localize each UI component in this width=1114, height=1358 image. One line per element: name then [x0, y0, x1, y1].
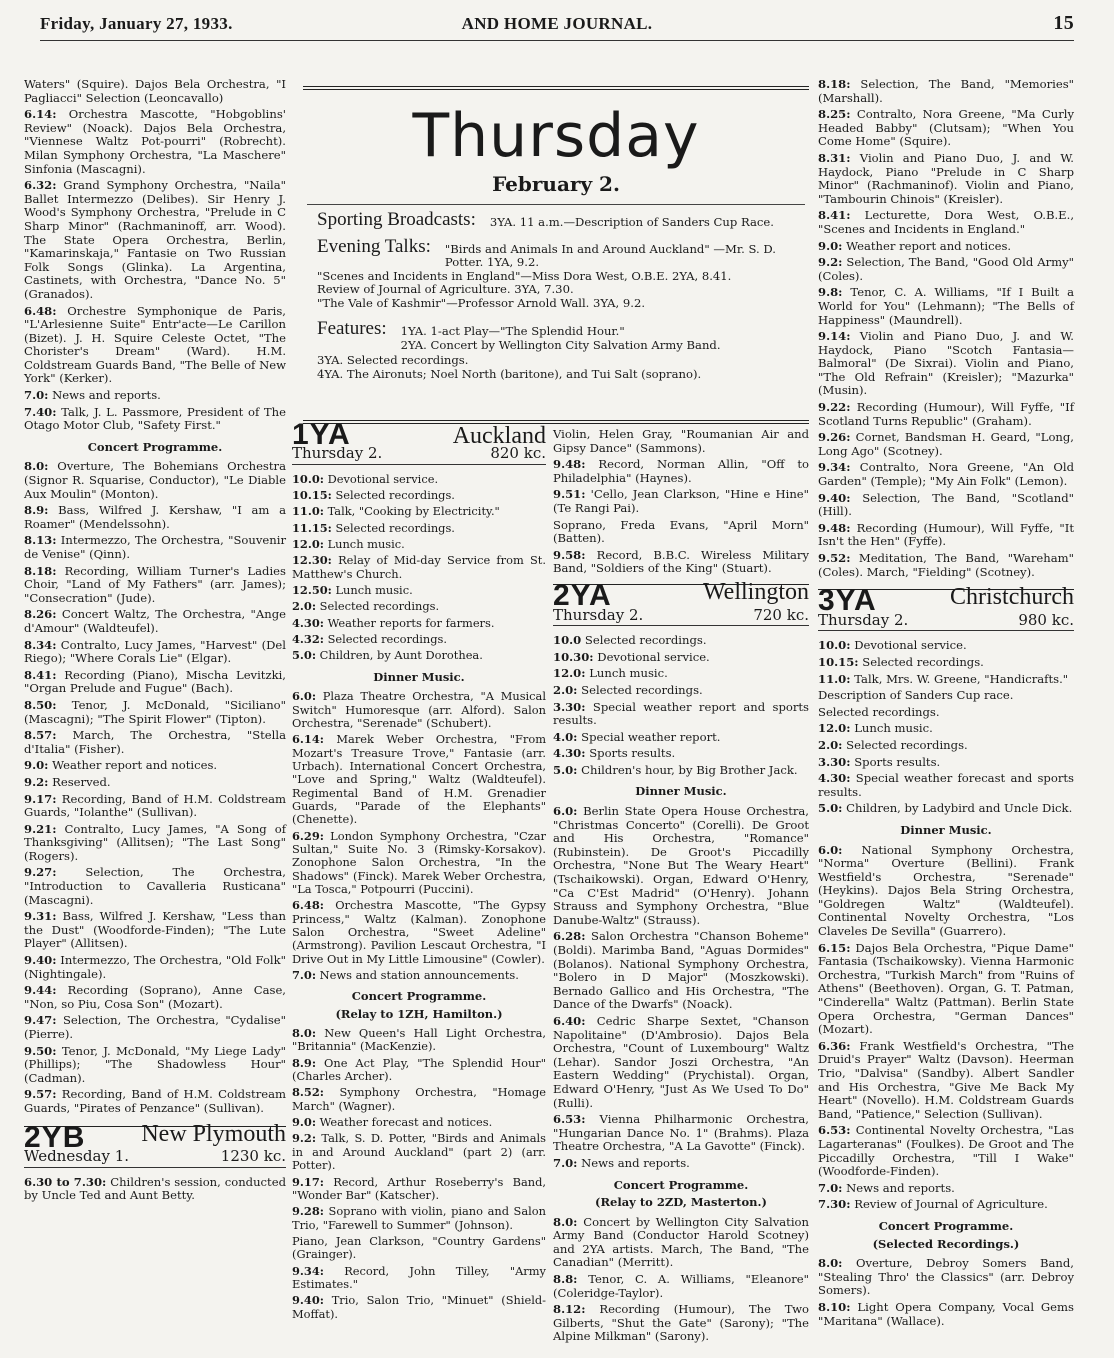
section-heading: Concert Programme.: [613, 1177, 749, 1192]
column-2: [292, 418, 546, 1324]
station-city: Christchurch: [950, 584, 1074, 611]
evening-talk-2: "Scenes and Incidents in England"—Miss Dora West, O.B.E. 2YA, 8.41.: [317, 268, 732, 283]
programme-item: 7.0: News and reports.: [818, 1180, 955, 1195]
section-heading: Dinner Music.: [900, 822, 992, 837]
programme-item: 8.41: Recording (Piano), Mischa Levitzki, "Organ Prelude and Fugue" (Bach).: [24, 667, 286, 696]
column-4: [818, 78, 1074, 1331]
programme-item: 6.0: Plaza Theatre Orchestra, "A Musical Switch" Humoresque (arr. Alford). Salon Orchestra, "Serenade" (Schubert).: [292, 689, 546, 730]
programme-item: 9.34: Contralto, Nora Greene, "An Old Garden" (Temple); "My Ain Folk" (Lemon).: [818, 460, 1074, 489]
feature-4: 4YA. The Aironuts; Noel North (baritone), and Tui Salt (soprano).: [317, 366, 702, 381]
programme-item: 9.58: Record, B.B.C. Wireless Military Band, "Soldiers of the King" (Stuart).: [553, 547, 809, 576]
programme-item: 10.15: Selected recordings.: [818, 654, 984, 669]
section-subheading: (Relay to 1ZH, Hamilton.): [335, 1006, 503, 1021]
programme-item: 6.53: Continental Novelty Orchestra, "Las Lagarteranas" (Foulkes). De Groot and The Piccadilly Orchestra, "Till I Wake" (Woodforde-Finden).: [818, 1123, 1074, 1179]
programme-item: 8.52: Symphony Orchestra, "Homage March" (Wagner).: [292, 1085, 546, 1113]
programme-item: 6.53: Vienna Philharmonic Orchestra, "Hungarian Dance No. 1" (Brahms). Plaza Theatre Orchestra, "A La Gavotte" (Finck).: [553, 1112, 809, 1154]
programme-item: 8.25: Contralto, Nora Greene, "Ma Curly Headed Babby" (Clutsam); "When You Come Home" (Squire).: [818, 107, 1074, 149]
programme-item: 9.52: Meditation, The Band, "Wareham" (Coles). March, "Fielding" (Scotney).: [818, 551, 1074, 579]
programme-item: 9.2: Selection, The Band, "Good Old Army" (Coles).: [818, 255, 1074, 283]
programme-item: 8.0: Concert by Wellington City Salvation Army Band (Conductor Harold Scotney) and 2YA artists. March, The Band, "The Canadian" (Merritt).: [553, 1214, 809, 1270]
programme-item: 9.34: Record, John Tilley, "Army Estimates.": [292, 1263, 546, 1291]
programme-item: 2.0: Selected recordings.: [818, 737, 968, 752]
station-day: Thursday 2.: [292, 444, 383, 463]
programme-item: 6.14: Marek Weber Orchestra, "From Mozart's Treasure Trove," Fantasie (arr. Urbach). International Concert Orchestra, "Love and Spring," Waltz (Waldteufel). Regimental Band of H.M. Grenadier Guards, "Parade of the Elephants" (Chenette).: [292, 732, 546, 827]
programme-item: 12.30: Relay of Mid-day Service from St. Matthew's Church.: [292, 553, 546, 581]
evening-talk-1: "Birds and Animals In and Around Auckland" —Mr. S. D. Potter. 1YA, 9.2.: [444, 241, 776, 269]
programme-item: 5.0: Children, by Aunt Dorothea.: [292, 648, 483, 663]
programme-item: 9.44: Recording (Soprano), Anne Case, "Non, so Piu, Cosa Son" (Mozart).: [24, 983, 286, 1011]
programme-item: 7.30: Review of Journal of Agriculture.: [818, 1197, 1048, 1212]
programme-item: 8.8: Tenor, C. A. Williams, "Eleanore" (Coleridge-Taylor).: [553, 1272, 809, 1300]
programme-item: 6.15: Dajos Bela Orchestra, "Pique Dame" Fantasia (Tschaikowsky). Vienna Harmonic Orchestra, "Turkish March" from "Ruins of Athens" (Beethoven). Organ, G. T. Patman, "Cinderella" Waltz (Pattman). Berlin State Opera Orchestra, "German Dances" (Mozart).: [818, 940, 1074, 1037]
programme-item: 7.0: News and station announcements.: [292, 968, 519, 983]
station-1ya: [292, 418, 546, 465]
programme-item: 2.0: Selected recordings.: [292, 599, 440, 614]
page-header: [40, 8, 1074, 41]
feature-3: 3YA. Selected recordings.: [317, 353, 469, 367]
programme-item: 3.30: Sports results.: [818, 754, 941, 769]
day-header-box: [303, 86, 809, 424]
programme-item: 9.21: Contralto, Lucy James, "A Song of Thanksgiving" (Allitsen); "The Last Song" (Rogers).: [24, 821, 286, 863]
programme-item: 9.0: Weather forecast and notices.: [292, 1115, 493, 1130]
programme-item: 9.27: Selection, The Orchestra, "Introduction to Cavalleria Rusticana" (Mascagni).: [24, 865, 286, 907]
section-heading: Concert Programme.: [87, 439, 223, 454]
programme-item: 11.15: Selected recordings.: [292, 520, 455, 535]
programme-item: 6.48: Orchestre Symphonique de Paris, "L'Arlesienne Suite" Entr'acte—Le Carillon (Bizet). J. H. Squire Celeste Octet, "The Chorister's Dream" (Ward). H.M. Coldstream Guards Band, "The Belle of New York" (Kerker).: [24, 303, 286, 386]
programme-item: 9.0: Weather report and notices.: [24, 758, 218, 773]
programme-item: 4.30: Sports results.: [553, 746, 676, 761]
programme-item: 10.0 Selected recordings.: [553, 633, 707, 648]
programme-item: 9.17: Record, Arthur Roseberry's Band, "Wonder Bar" (Katscher).: [292, 1174, 546, 1202]
programme-item: 12.0: Lunch music.: [292, 537, 405, 552]
evening-talk-3: Review of Journal of Agriculture. 3YA, 7.30.: [317, 282, 574, 296]
programme-item: 4.0: Special weather report.: [553, 729, 721, 744]
programme-item: 2.0: Selected recordings.: [553, 682, 703, 697]
programme-item: 9.40: Intermezzo, The Orchestra, "Old Folk" (Nightingale).: [24, 953, 286, 981]
programme-item: 8.12: Recording (Humour), The Two Gilberts, "Shut the Gate" (Sarony); "The Alpine Milkman" (Sarony).: [553, 1302, 809, 1344]
programme-item: 9.31: Bass, Wilfred J. Kershaw, "Less than the Dust" (Woodforde-Finden); "The Lute Player" (Allitsen).: [24, 909, 286, 951]
programme-item: 9.47: Selection, The Orchestra, "Cydalise" (Pierre).: [24, 1013, 286, 1041]
programme-item: 10.30: Devotional service.: [553, 649, 710, 664]
programme-item: 6.36: Frank Westfield's Orchestra, "The Druid's Prayer" Waltz (Davson). Heerman Trio, "Dalvisa" (Sandby). Albert Sandler and His Orchestra, "Give Me Back My Heart" (Novello). H.M. Coldstream Guards Band, "Patience," Selection (Sullivan).: [818, 1038, 1074, 1121]
programme-item: Description of Sanders Cup race.: [818, 688, 1014, 703]
station-frequency: 720 kc.: [753, 605, 809, 624]
programme-item: 6.40: Cedric Sharpe Sextet, "Chanson Napolitaine" (D'Ambrosio). Dajos Bela Orchestra, "Count of Luxembourg" Waltz (Lehar). Sandor Joszi Orchestra, "An Eastern Wedding" (Prychistal). Organ, Edward O'Henry, "Just As We Used To Do" (Rulli).: [553, 1013, 809, 1110]
station-frequency: 980 kc.: [1018, 610, 1074, 629]
programme-item: 8.10: Light Opera Company, Vocal Gems "Maritana" (Wallace).: [818, 1299, 1074, 1328]
programme-item: 8.0: Overture, The Bohemians Orchestra (Signor R. Squarise, Conductor), "Le Diable Aux Moulin" (Monton).: [24, 459, 286, 501]
programme-item: 10.0: Devotional service.: [292, 471, 439, 486]
programme-item: 5.0: Children's hour, by Big Brother Jack.: [553, 762, 798, 777]
programme-item: 5.0: Children, by Ladybird and Uncle Dick.: [818, 801, 1073, 816]
programme-item: 6.0: National Symphony Orchestra, "Norma" Overture (Bellini). Frank Westfield's Orchestra, "Serenade" (Heykins). Dajos Bela String Orchestra, "Goldregen Waltz" (Waldteufel). Continental Novelty Orchestra, "Los Claveles De Sevilla" (Guarrero).: [818, 842, 1074, 939]
programme-item: Violin, Helen Gray, "Roumanian Air and Gipsy Dance" (Sammons).: [553, 427, 809, 455]
programme-item: 9.40: Trio, Salon Trio, "Minuet" (Shield-Moffat).: [292, 1293, 546, 1321]
programme-item: Waters" (Squire). Dajos Bela Orchestra, "I Pagliacci" Selection (Leoncavallo): [24, 77, 286, 105]
programme-item: 6.0: Berlin State Opera House Orchestra, "Christmas Concerto" (Corelli). De Groot and His Orchestra, "Romance" (Rubinstein). De Groot's Piccadilly Orchestra, "None But The Weary Heart" (Tschaikowski). Organ, Edward O'Henry, "Ca C'Est Madrid" (O'Henry). Johann Strauss and Symphony Orchestra, "Blue Danube-Waltz" (Strauss).: [553, 804, 809, 927]
programme-item: 9.48: Record, Norman Allin, "Off to Philadelphia" (Haynes).: [553, 457, 809, 485]
station-code: 2YA: [553, 578, 612, 612]
programme-item: 9.17: Recording, Band of H.M. Coldstream Guards, "Iolanthe" (Sullivan).: [24, 791, 286, 820]
programme-item: 12.50: Lunch music.: [292, 583, 413, 598]
station-day: Wednesday 1.: [24, 1147, 130, 1166]
programme-item: 6.32: Grand Symphony Orchestra, "Naila" Ballet Intermezzo (Delibes). Sir Henry J. Wood's Symphony Orchestra, "Prelude in C Sharp Minor" (Rachmaninoff, arr. Wood). The State Opera Orchestra, Berlin, "Kamarinskaja," Fantasie on Two Russian Folk Songs (Glinka). La Argentina, Castinets, with Orchestra, "Dance No. 5" (Granados).: [24, 178, 286, 301]
station-2yb: [24, 1120, 286, 1168]
programme-item: 9.26: Cornet, Bandsman H. Geard, "Long, Long Ago" (Scotney).: [818, 430, 1074, 458]
programme-item: 10.15: Selected recordings.: [292, 488, 455, 503]
programme-item: 6.48: Orchestra Mascotte, "The Gypsy Princess," Waltz (Kalman). Zonophone Salon Orchestra, "Sweet Adeline" (Armstrong). Pavilion Lescaut Orchestra, "I Drive Out in My Little Limousine" (Cowler).: [292, 898, 546, 966]
programme-item: 10.0: Devotional service.: [818, 638, 967, 653]
programme-item: 8.41: Lecturette, Dora West, O.B.E., "Scenes and Incidents in England.": [818, 208, 1074, 236]
programme-item: 9.50: Tenor, J. McDonald, "My Liege Lady" (Phillips); "The Shadowless Hour" (Cadman).: [24, 1043, 286, 1085]
station-code: 3YA: [818, 584, 877, 618]
programme-item: 7.40: Talk, J. L. Passmore, President of The Otago Motor Club, "Safety First.": [24, 404, 286, 433]
programme-item: 9.57: Recording, Band of H.M. Coldstream Guards, "Pirates of Penzance" (Sullivan).: [24, 1087, 286, 1115]
programme-item: 8.34: Contralto, Lucy James, "Harvest" (Del Riego); "Where Corals Lie" (Elgar).: [24, 637, 286, 666]
features-label: Features:: [317, 318, 387, 339]
programme-item: 7.0: News and reports.: [553, 1155, 690, 1170]
programme-item: 6.29: London Symphony Orchestra, "Czar Sultan," Suite No. 3 (Rimsky-Korsakov). Zonophone Salon Orchestra, "In the Shadows" (Finck). Marek Weber Orchestra, "La Tosca," Potpourri (Puccini).: [292, 828, 546, 896]
programme-item: 9.48: Recording (Humour), Will Fyffe, "It Isn't the Hen" (Fyffe).: [818, 520, 1074, 549]
programme-item: 8.9: Bass, Wilfred J. Kershaw, "I am a Roamer" (Mendelssohn).: [24, 503, 286, 531]
programme-item: 3.30: Special weather report and sports results.: [553, 699, 809, 728]
programme-item: 8.57: March, The Orchestra, "Stella d'Italia" (Fisher).: [24, 728, 286, 756]
station-code: 2YB: [24, 1120, 86, 1154]
programme-item: 9.40: Selection, The Band, "Scotland" (Hill).: [818, 490, 1074, 519]
section-subheading: (Relay to 2ZD, Masterton.): [595, 1195, 767, 1210]
programme-item: 11.0: Talk, "Cooking by Electricity.": [292, 504, 500, 519]
header-title: AND HOME JOURNAL.: [461, 14, 653, 33]
station-city: Auckland: [452, 423, 546, 449]
programme-item: 6.28: Salon Orchestra "Chanson Boheme" (Boldi). Marimba Band, "Aguas Dormides" (Bolanos). National Symphony Orchestra, "Bolero in D Major" (Moszkowski). Bernado Gallico and His Orchestra, "The Dance of the Dwarfs" (Noack).: [553, 929, 809, 1012]
programme-item: 8.0: Overture, Debroy Somers Band, "Stealing Thro' the Classics" (arr. Debroy Somers).: [818, 1256, 1074, 1298]
programme-item: 8.18: Selection, The Band, "Memories" (Marshall).: [818, 77, 1074, 105]
programme-item: 11.0: Talk, Mrs. W. Greene, "Handicrafts.": [818, 671, 1069, 686]
programme-item: Piano, Jean Clarkson, "Country Gardens" (Grainger).: [292, 1233, 546, 1262]
feature-2: 2YA. Concert by Wellington City Salvation Army Band.: [400, 337, 721, 352]
section-heading: Dinner Music.: [635, 784, 727, 799]
programme-item: 12.0: Lunch music.: [553, 666, 668, 681]
programme-item: 6.14: Orchestra Mascotte, "Hobgoblins' Review" (Noack). Dajos Bela Orchestra, "Viennese Waltz Pot-pourri" (Robrecht). Milan Symphony Orchestra, "La Maschere" Sinfonia (Mascagni).: [24, 107, 286, 176]
programme-item: 9.22: Recording (Humour), Will Fyffe, "If Scotland Turns Republic" (Graham).: [818, 400, 1074, 428]
section-heading: Concert Programme.: [878, 1218, 1014, 1233]
programme-item: Soprano, Freda Evans, "April Morn" (Batten).: [553, 517, 809, 546]
station-day: Thursday 2.: [818, 610, 909, 629]
programme-item: 8.9: One Act Play, "The Splendid Hour" (Charles Archer).: [292, 1055, 546, 1084]
evening-talk-4: "The Vale of Kashmir"—Professor Arnold Wall. 3YA, 9.2.: [317, 295, 646, 310]
station-2ya: [553, 578, 809, 626]
section-subheading: (Selected Recordings.): [872, 1236, 1020, 1251]
station-frequency: 820 kc.: [490, 444, 546, 463]
programme-item: Selected recordings.: [818, 704, 940, 719]
day-title: Thursday: [412, 101, 700, 171]
programme-item: 4.32: Selected recordings.: [292, 632, 448, 647]
column-3: [553, 428, 809, 1347]
station-city: Wellington: [702, 578, 809, 605]
programme-item: 9.28: Soprano with violin, piano and Salon Trio, "Farewell to Summer" (Johnson).: [292, 1204, 546, 1232]
programme-item: 4.30: Weather reports for farmers.: [292, 615, 495, 630]
programme-item: 12.0: Lunch music.: [818, 721, 933, 736]
programme-item: 7.0: News and reports.: [24, 388, 161, 403]
programme-item: 9.8: Tenor, C. A. Williams, "If I Built a World for You" (Lehmann); "The Bells of Happiness" (Maundrell).: [818, 285, 1074, 327]
station-day: Thursday 2.: [553, 605, 644, 624]
programme-item: 4.30: Special weather forecast and sports results.: [818, 771, 1074, 799]
programme-item: 9.0: Weather report and notices.: [818, 238, 1012, 253]
station-3ya: [818, 584, 1074, 631]
programme-item: 8.31: Violin and Piano Duo, J. and W. Haydock, Piano "Prelude in C Sharp Minor" (Rachmaninof). Violin and Piano, "Tambourin Chinois" (Kreisler).: [818, 150, 1074, 206]
station-frequency: 1230 kc.: [220, 1147, 286, 1166]
sporting-text: 3YA. 11 a.m.—Description of Sanders Cup Race.: [489, 215, 774, 229]
sporting-label: Sporting Broadcasts:: [317, 209, 476, 230]
section-heading: Concert Programme.: [351, 989, 487, 1004]
station-code: 1YA: [292, 418, 351, 451]
header-date: Friday, January 27, 1933.: [40, 14, 233, 33]
programme-item: 9.14: Violin and Piano Duo, J. and W. Haydock, Piano "Scotch Fantasia—Balmoral" (De Sixrai). Violin and Piano, "The Old Refrain" (Kreisler); "Mazurka" (Musin).: [818, 329, 1074, 398]
section-heading: Dinner Music.: [373, 669, 465, 684]
programme-item: 8.26: Concert Waltz, The Orchestra, "Ange d'Amour" (Waldteufel).: [24, 607, 286, 635]
evening-label: Evening Talks:: [317, 235, 431, 257]
programme-item: 6.30 to 7.30: Children's session, conducted by Uncle Ted and Aunt Betty.: [24, 1174, 286, 1203]
programme-item: 8.13: Intermezzo, The Orchestra, "Souvenir de Venise" (Qinn).: [24, 533, 286, 561]
programme-item: 9.2: Reserved.: [24, 774, 111, 789]
day-date: February 2.: [492, 172, 620, 196]
programme-item: 8.18: Recording, William Turner's Ladies Choir, "Land of My Fathers" (arr. James); "Consecration" (Jude).: [24, 563, 286, 605]
feature-1: 1YA. 1-act Play—"The Splendid Hour.": [400, 324, 625, 338]
programme-item: 9.51: 'Cello, Jean Clarkson, "Hine e Hine" (Te Rangi Pai).: [553, 487, 809, 515]
programme-item: 8.0: New Queen's Hall Light Orchestra, "Britannia" (MacKenzie).: [292, 1026, 546, 1054]
programme-item: 9.2: Talk, S. D. Potter, "Birds and Animals in and Around Auckland" (part 2) (arr. Potter).: [292, 1131, 546, 1173]
station-city: New Plymouth: [141, 1120, 286, 1147]
programme-item: 8.50: Tenor, J. McDonald, "Siciliano" (Mascagni); "The Spirit Flower" (Tipton).: [24, 697, 286, 726]
column-1: [24, 78, 286, 1206]
page-number: 15: [1053, 12, 1074, 34]
